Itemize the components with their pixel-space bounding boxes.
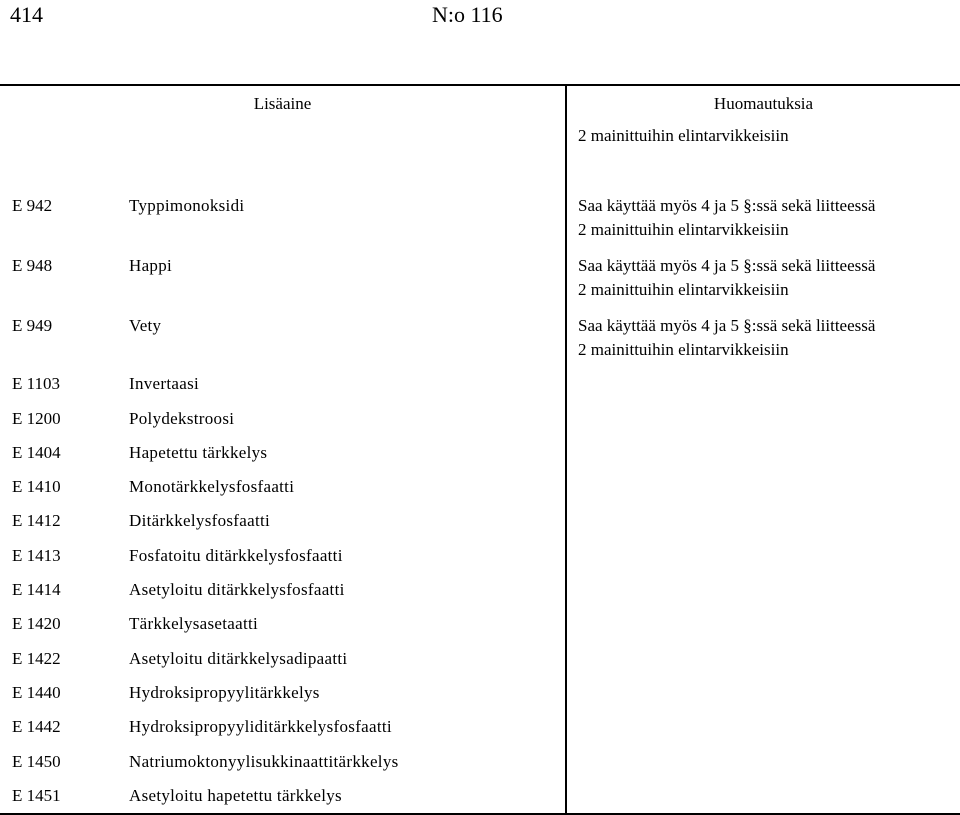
additive-name: Asetyloitu hapetettu tärkkelys [129,786,342,805]
additive-code: E 1103 [12,374,61,393]
note-line-2: 2 mainittuihin elintarvikkeisiin [578,220,789,239]
additive-code: E 942 [12,196,53,215]
additive-name: Tärkkelysasetaatti [129,614,259,633]
additive-name: Happi [129,256,173,275]
additive-code: E 1404 [12,443,61,462]
additive-code: E 1412 [12,511,61,530]
additive-code: E 1440 [12,683,61,702]
additive-code: E 949 [12,316,53,335]
additive-code: E 1413 [12,546,61,565]
additive-code: E 1410 [12,477,61,496]
additive-code: E 1451 [12,786,61,805]
note-line-2: 2 mainittuihin elintarvikkeisiin [578,280,789,299]
note-line-1: Saa käyttää myös 4 ja 5 §:ssä sekä liitteessä [578,316,876,335]
continued-note: 2 mainittuihin elintarvikkeisiin [578,126,789,145]
additive-name: Natriumoktonyylisukkinaattitärkkelys [129,752,399,771]
additive-code: E 1420 [12,614,61,633]
additive-code: E 1422 [12,649,61,668]
additive-name: Monotärkkelysfosfaatti [129,477,295,496]
additive-name: Fosfatoitu ditärkkelysfosfaatti [129,546,343,565]
column-header-additive: Lisäaine [253,94,312,113]
page-number: 414 [10,2,43,27]
table-top-rule [0,84,960,86]
additive-name: Hydroksipropyyliditärkkelysfosfaatti [129,717,392,736]
column-divider [565,85,567,814]
additive-name: Vety [129,316,162,335]
additive-code: E 1414 [12,580,61,599]
additive-name: Asetyloitu ditärkkelysfosfaatti [129,580,345,599]
additive-code: E 1442 [12,717,61,736]
additive-name: Hydroksipropyylitärkkelys [129,683,320,702]
document-number: N:o 116 [432,2,503,27]
additive-code: E 1450 [12,752,61,771]
additive-code: E 1200 [12,409,61,428]
additive-name: Invertaasi [129,374,200,393]
note-line-2: 2 mainittuihin elintarvikkeisiin [578,340,789,359]
note-line-1: Saa käyttää myös 4 ja 5 §:ssä sekä liitteessä [578,196,876,215]
additive-name: Ditärkkelysfosfaatti [129,511,271,530]
additive-code: E 948 [12,256,53,275]
additive-name: Asetyloitu ditärkkelysadipaatti [129,649,348,668]
additive-name: Polydekstroosi [129,409,235,428]
column-header-notes: Huomautuksia [713,94,814,113]
additive-name: Typpimonoksidi [129,196,245,215]
note-line-1: Saa käyttää myös 4 ja 5 §:ssä sekä liitteessä [578,256,876,275]
additive-name: Hapetettu tärkkelys [129,443,268,462]
